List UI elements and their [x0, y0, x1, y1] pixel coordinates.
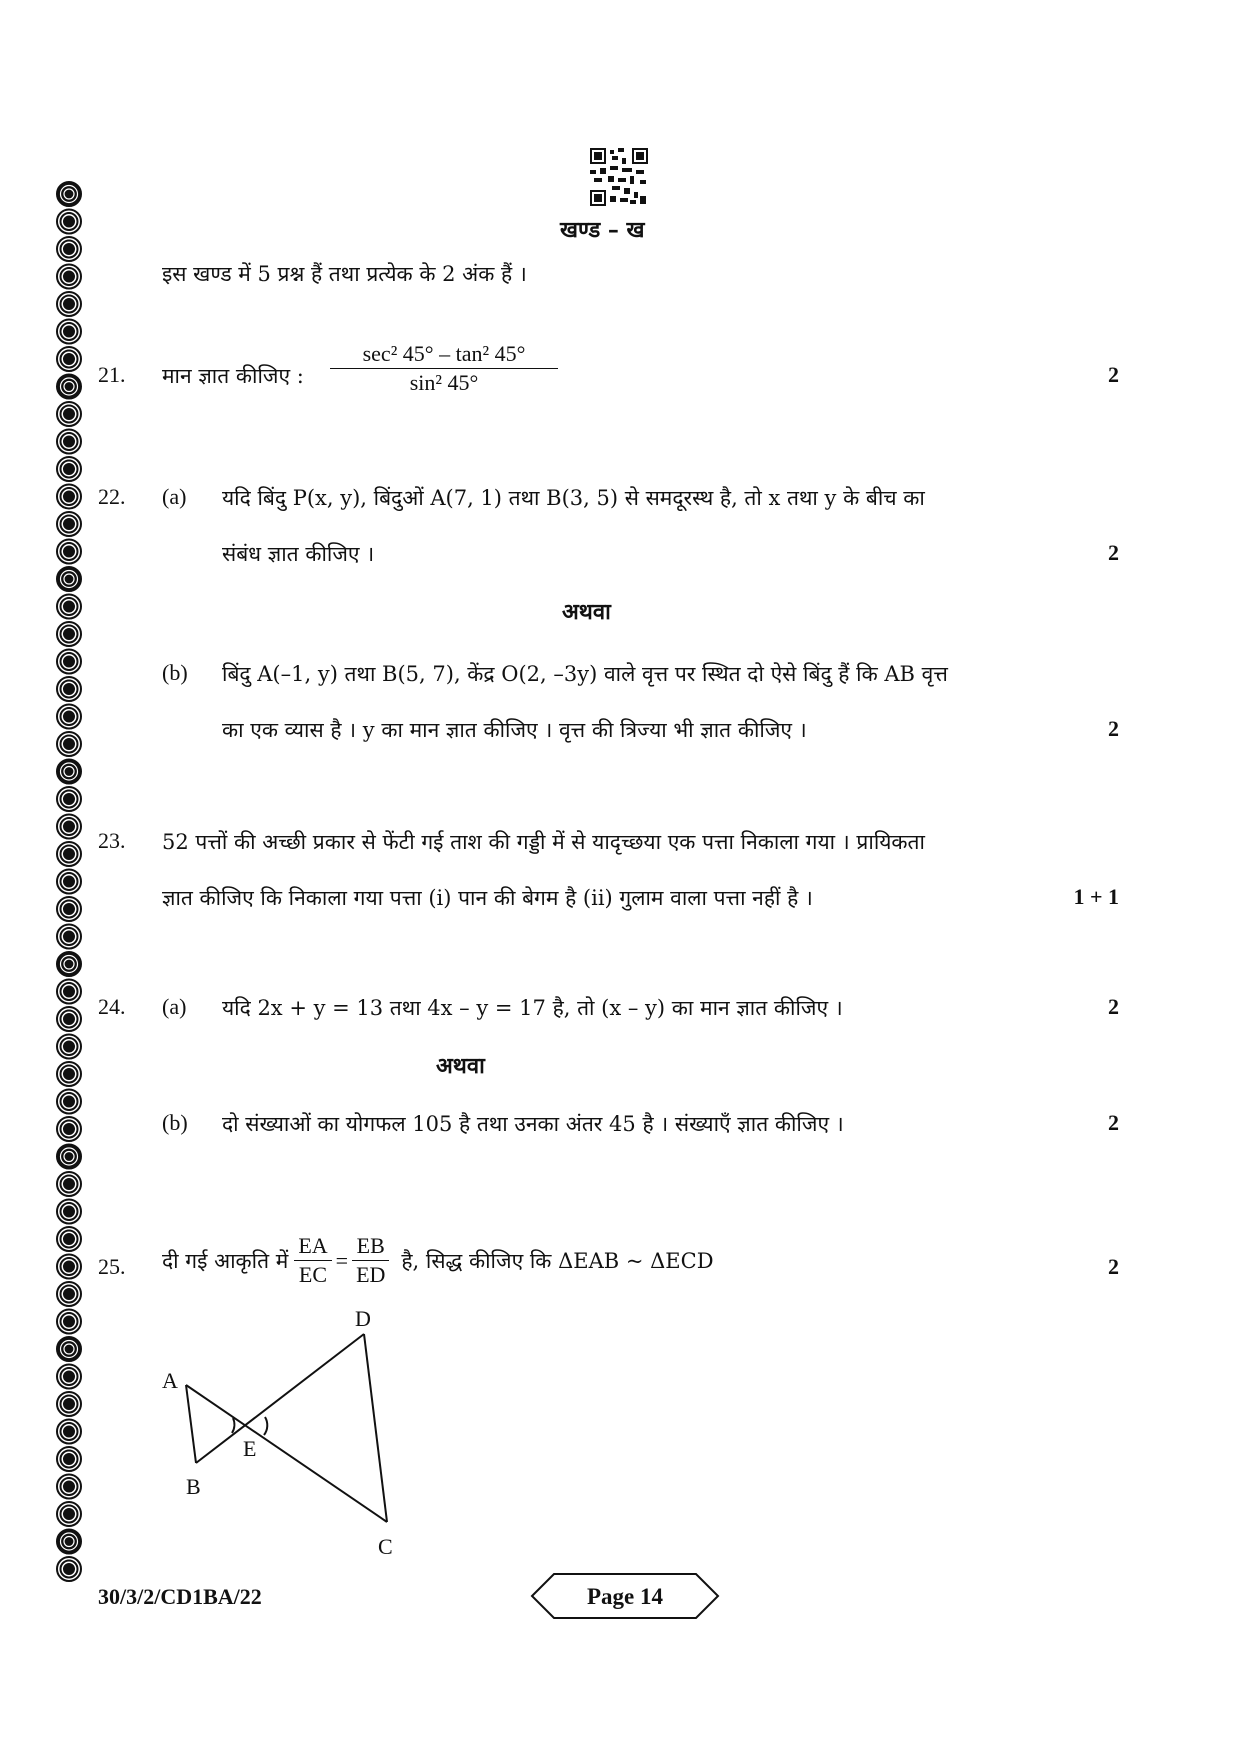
q24-b-marks: 2	[1108, 1110, 1119, 1135]
margin-circle-icon	[57, 595, 81, 619]
margin-circle-icon	[57, 815, 81, 839]
question-number-21: 21.	[98, 362, 126, 387]
margin-circle-icon	[57, 1282, 81, 1306]
question-number-25: 25.	[98, 1254, 126, 1279]
question-number-22: 22.	[98, 484, 126, 509]
qr-code-icon	[590, 148, 648, 206]
margin-circle-icon	[57, 512, 81, 536]
margin-circle-icon	[57, 1172, 81, 1196]
q21-prompt: मान ज्ञात कीजिए :	[162, 364, 304, 388]
q25-frac2-den: ED	[356, 1262, 386, 1287]
margin-circle-icon	[57, 182, 81, 206]
q22-a-line1: यदि बिंदु P(x, y), बिंदुओं A(7, 1) तथा B(3, 5) से समदूरस्थ है, तो x तथा y के बीच का	[222, 486, 925, 510]
margin-circle-icon	[57, 1007, 81, 1031]
margin-circle-icon	[57, 787, 81, 811]
margin-circle-icon	[57, 842, 81, 866]
margin-circle-icon	[57, 457, 81, 481]
margin-circle-icon	[57, 925, 81, 949]
q23-marks: 1 + 1	[1073, 884, 1119, 909]
q21-denominator: sin² 45°	[409, 370, 479, 395]
margin-circle-icon	[57, 1227, 81, 1251]
figure-label-d: D	[355, 1306, 371, 1331]
section-intro: इस खण्ड में 5 प्रश्न हैं तथा प्रत्येक के 2 अंक हैं ।	[162, 262, 527, 286]
q24-b-text: दो संख्याओं का योगफल 105 है तथा उनका अंतर 45 है । संख्याएँ ज्ञात कीजिए ।	[222, 1112, 844, 1136]
q22-a-label: (a)	[162, 484, 187, 509]
margin-circle-icon	[57, 1200, 81, 1224]
margin-circle-icon	[57, 265, 81, 289]
question-number-23: 23.	[98, 828, 126, 853]
margin-circle-icon	[57, 430, 81, 454]
margin-circle-icon	[57, 1557, 81, 1581]
q25-statement	[162, 1232, 714, 1289]
margin-circle-icon	[57, 650, 81, 674]
figure-label-c: C	[378, 1534, 393, 1559]
margin-circle-icon	[57, 375, 81, 399]
margin-circle-icon	[57, 1365, 81, 1389]
margin-circle-icon	[57, 1117, 81, 1141]
margin-circle-icon	[57, 1062, 81, 1086]
q25-frac1-den: EC	[298, 1262, 328, 1287]
margin-circle-icon	[57, 760, 81, 784]
q23-line2: ज्ञात कीजिए कि निकाला गया पत्ता (i) पान की बेगम है (ii) गुलाम वाला पत्ता नहीं है ।	[162, 886, 813, 910]
q25-triangle-figure	[150, 1300, 430, 1560]
margin-circle-icon	[57, 622, 81, 646]
margin-circle-icon	[57, 1530, 81, 1554]
segment-dc	[364, 1334, 387, 1522]
question-number-24: 24.	[98, 994, 126, 1019]
margin-circle-icon	[57, 1475, 81, 1499]
segment-ab	[186, 1385, 196, 1463]
margin-circle-icon	[57, 677, 81, 701]
q23-line1: 52 पत्तों की अच्छी प्रकार से फेंटी गई ताश की गड्डी में से यादृच्छया एक पत्ता निकाला गया । प्रायिकता	[162, 830, 925, 854]
q24-b-label: (b)	[162, 1110, 188, 1135]
q25-prompt: दी गई आकृति में	[162, 1248, 289, 1273]
margin-circle-icon	[57, 320, 81, 344]
margin-circle-icon	[57, 1035, 81, 1059]
q21-marks: 2	[1108, 362, 1119, 387]
q22-a-line2: संबंध ज्ञात कीजिए ।	[222, 542, 375, 566]
margin-circle-icon	[57, 485, 81, 509]
segment-bd	[196, 1334, 364, 1463]
margin-circle-icon	[57, 1310, 81, 1334]
margin-circle-icon	[57, 1337, 81, 1361]
margin-circle-icon	[57, 1447, 81, 1471]
q21-fraction	[330, 340, 558, 397]
q22-b-marks: 2	[1108, 716, 1119, 741]
margin-circle-icon	[57, 1502, 81, 1526]
q25-frac2-num: EB	[352, 1232, 389, 1261]
margin-circle-icon	[57, 540, 81, 564]
q24-a-text: यदि 2x + y = 13 तथा 4x – y = 17 है, तो (x – y) का मान ज्ञात कीजिए ।	[222, 996, 843, 1020]
page-number-badge	[530, 1572, 720, 1620]
margin-circle-icon	[57, 732, 81, 756]
figure-label-e: E	[243, 1436, 257, 1461]
q24-or: अथवा	[436, 1053, 485, 1079]
margin-circle-icon	[57, 1392, 81, 1416]
q22-or: अथवा	[562, 599, 611, 625]
margin-circle-icon	[57, 1145, 81, 1169]
q25-frac1-num: EA	[294, 1232, 331, 1261]
section-heading: खण्ड – ख	[560, 217, 645, 243]
q24-a-marks: 2	[1108, 994, 1119, 1019]
margin-circle-icon	[57, 980, 81, 1004]
figure-label-a: A	[162, 1368, 178, 1393]
margin-circle-strip	[54, 180, 84, 1600]
paper-code: 30/3/2/CD1BA/22	[98, 1584, 262, 1609]
q24-a-label: (a)	[162, 994, 187, 1019]
margin-circle-icon	[57, 1090, 81, 1114]
q25-equals: =	[335, 1247, 349, 1273]
q22-b-line1: बिंदु A(–1, y) तथा B(5, 7), केंद्र O(2, –3y) वाले वृत्त पर स्थित दो ऐसे बिंदु हैं कि AB वृत्त	[222, 662, 948, 686]
margin-circle-icon	[57, 237, 81, 261]
figure-label-b: B	[186, 1474, 201, 1499]
angle-arc-left	[232, 1418, 234, 1433]
angle-arc-right	[264, 1417, 267, 1435]
margin-circle-icon	[57, 210, 81, 234]
q25-marks: 2	[1108, 1254, 1119, 1279]
margin-circle-icon	[57, 870, 81, 894]
margin-circle-icon	[57, 402, 81, 426]
q21-numerator: sec² 45° – tan² 45°	[330, 340, 558, 369]
page-number: Page 14	[586, 1584, 664, 1609]
q22-b-label: (b)	[162, 660, 188, 685]
margin-circle-icon	[57, 292, 81, 316]
q25-rest: है, सिद्ध कीजिए कि ΔEAB ~ ΔECD	[401, 1248, 714, 1273]
margin-circle-icon	[57, 1420, 81, 1444]
margin-circle-icon	[57, 952, 81, 976]
q22-b-line2: का एक व्यास है । y का मान ज्ञात कीजिए । वृत्त की त्रिज्या भी ज्ञात कीजिए ।	[222, 718, 807, 742]
margin-circle-icon	[57, 705, 81, 729]
margin-circle-icon	[57, 347, 81, 371]
q22-a-marks: 2	[1108, 540, 1119, 565]
margin-circle-icon	[57, 1255, 81, 1279]
margin-circle-icon	[57, 897, 81, 921]
margin-circle-icon	[57, 567, 81, 591]
segment-ac	[186, 1385, 387, 1522]
